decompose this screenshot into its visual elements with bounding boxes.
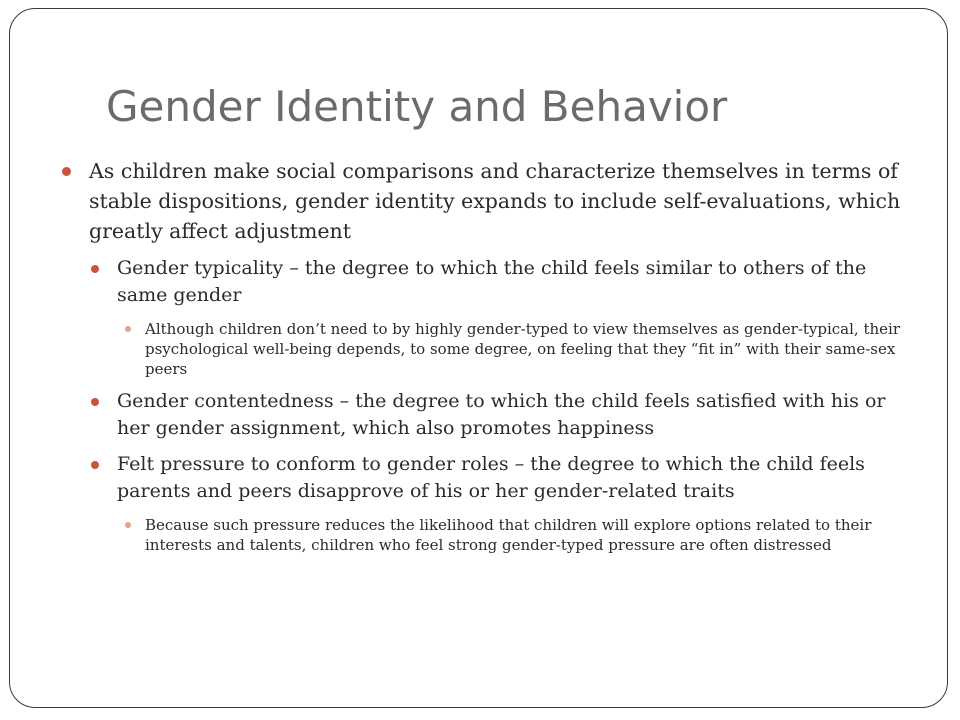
- sub-sub-bullet-text: Although children don’t need to by highly gender-typed to view themselves as gender-typical, their psychological well-being depends, to some degree, on feeling that they “fit in” with their same-sex peers: [145, 320, 900, 378]
- bullet-dot-icon: [125, 326, 131, 332]
- bullet-dot-icon: [62, 167, 71, 176]
- bullet-dot-icon: [91, 461, 99, 469]
- sub-sub-bullet-item: [116, 319, 916, 379]
- bullet-dot-icon: [91, 265, 99, 273]
- sub-sub-bullet-text: Because such pressure reduces the likelihood that children will explore options related to their interests and talents, children who feel strong gender-typed pressure are often distressed: [145, 516, 872, 554]
- bullet-item: [56, 156, 916, 246]
- slide-title: Gender Identity and Behavior: [106, 82, 728, 131]
- sub-sub-bullet-item: [116, 515, 916, 555]
- sub-bullet-item: [83, 388, 916, 442]
- sub-bullet-text: Felt pressure to conform to gender roles – the degree to which the child feels parents and peers disapprove of his or her gender-related traits: [117, 453, 865, 502]
- bullet-dot-icon: [125, 522, 131, 528]
- sub-bullet-text: Gender typicality – the degree to which the child feels similar to others of the same gender: [117, 257, 867, 306]
- sub-bullet-item: [83, 255, 916, 309]
- bullet-dot-icon: [91, 398, 99, 406]
- sub-bullet-item: [83, 451, 916, 505]
- slide-content: [56, 156, 916, 555]
- bullet-text: As children make social comparisons and characterize themselves in terms of stable dispositions, gender identity expands to include self-evaluations, which greatly affect adjustment: [89, 159, 901, 243]
- sub-bullet-text: Gender contentedness – the degree to which the child feels satisfied with his or her gender assignment, which also promotes happiness: [117, 390, 886, 439]
